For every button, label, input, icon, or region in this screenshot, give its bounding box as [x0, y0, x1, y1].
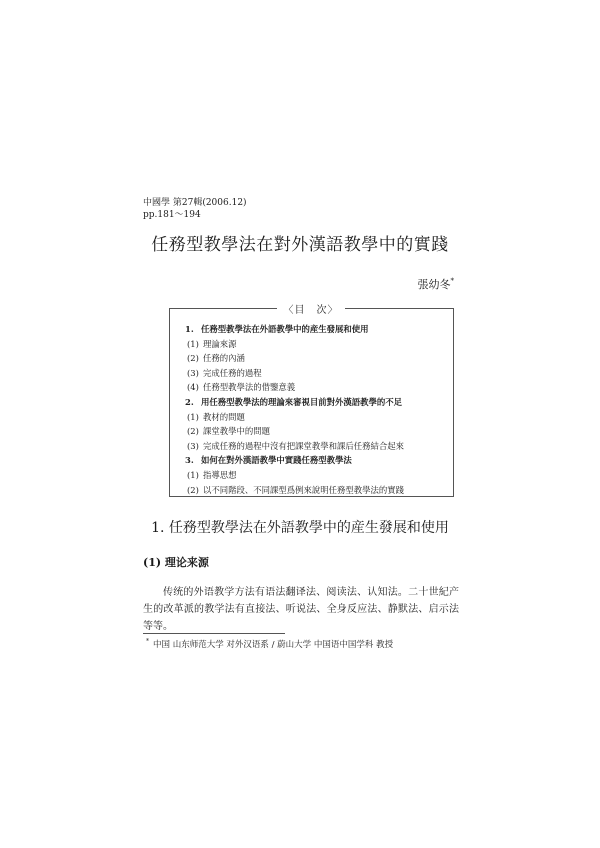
footnote-mark: *: [146, 638, 149, 645]
toc-item: (1) 教材的問題: [187, 411, 245, 422]
journal-issue: 中國學 第27輯(2006.12): [143, 198, 247, 208]
toc-item: (4) 任務型教學法的借鑒意義: [187, 382, 296, 393]
body-paragraph: 传统的外语教学方法有语法翻译法、阅读法、认知法。二十世紀产生的改革派的教学法有直接法、听说法、全身反应法、静默法、启示法等等。: [143, 587, 459, 632]
journal-pages: pp.181～194: [143, 210, 201, 220]
toc-item: (2) 課堂教學中的問題: [187, 426, 270, 437]
toc-item: (1) 理論來源: [187, 338, 237, 349]
toc-item: 2. 用任務型教學法的理論來審視目前對外漢語教學的不足: [185, 396, 402, 407]
footnote-text: 中国 山东师范大学 对外汉语系 / 蔚山大学 中国语中国学科 教授: [153, 640, 394, 650]
toc-label: 〈目 次〉: [277, 301, 345, 316]
journal-info: [143, 197, 247, 221]
author-name: 張幼冬: [417, 278, 451, 291]
author: [418, 276, 455, 292]
toc-item: 3. 如何在對外漢語教學中實踐任務型教學法: [185, 455, 352, 466]
toc-list: [185, 322, 404, 497]
sub-heading: (1) 理论来源: [143, 556, 209, 569]
toc-item: (2) 以不同階段、不同課型爲例來說明任務型教學法的實踐: [187, 484, 404, 495]
toc-item: (3) 完成任務的過程中沒有把課堂教學和課后任務結合起來: [187, 440, 404, 451]
toc-item: 1. 任務型教學法在外語教學中的産生發展和使用: [185, 324, 369, 334]
section-heading: 1. 任務型教學法在外語教學中的産生發展和使用: [151, 520, 449, 536]
toc-item: (2) 任務的內涵: [187, 353, 245, 364]
author-footnote-mark: *: [450, 277, 454, 285]
footnote-rule: [143, 633, 285, 634]
footnote: [146, 638, 393, 650]
toc-item: (1) 指導思想: [187, 469, 237, 480]
toc-item: (3) 完成任務的過程: [187, 367, 262, 378]
paper-title: 任務型教學法在對外漢語教學中的實踐: [151, 235, 449, 255]
